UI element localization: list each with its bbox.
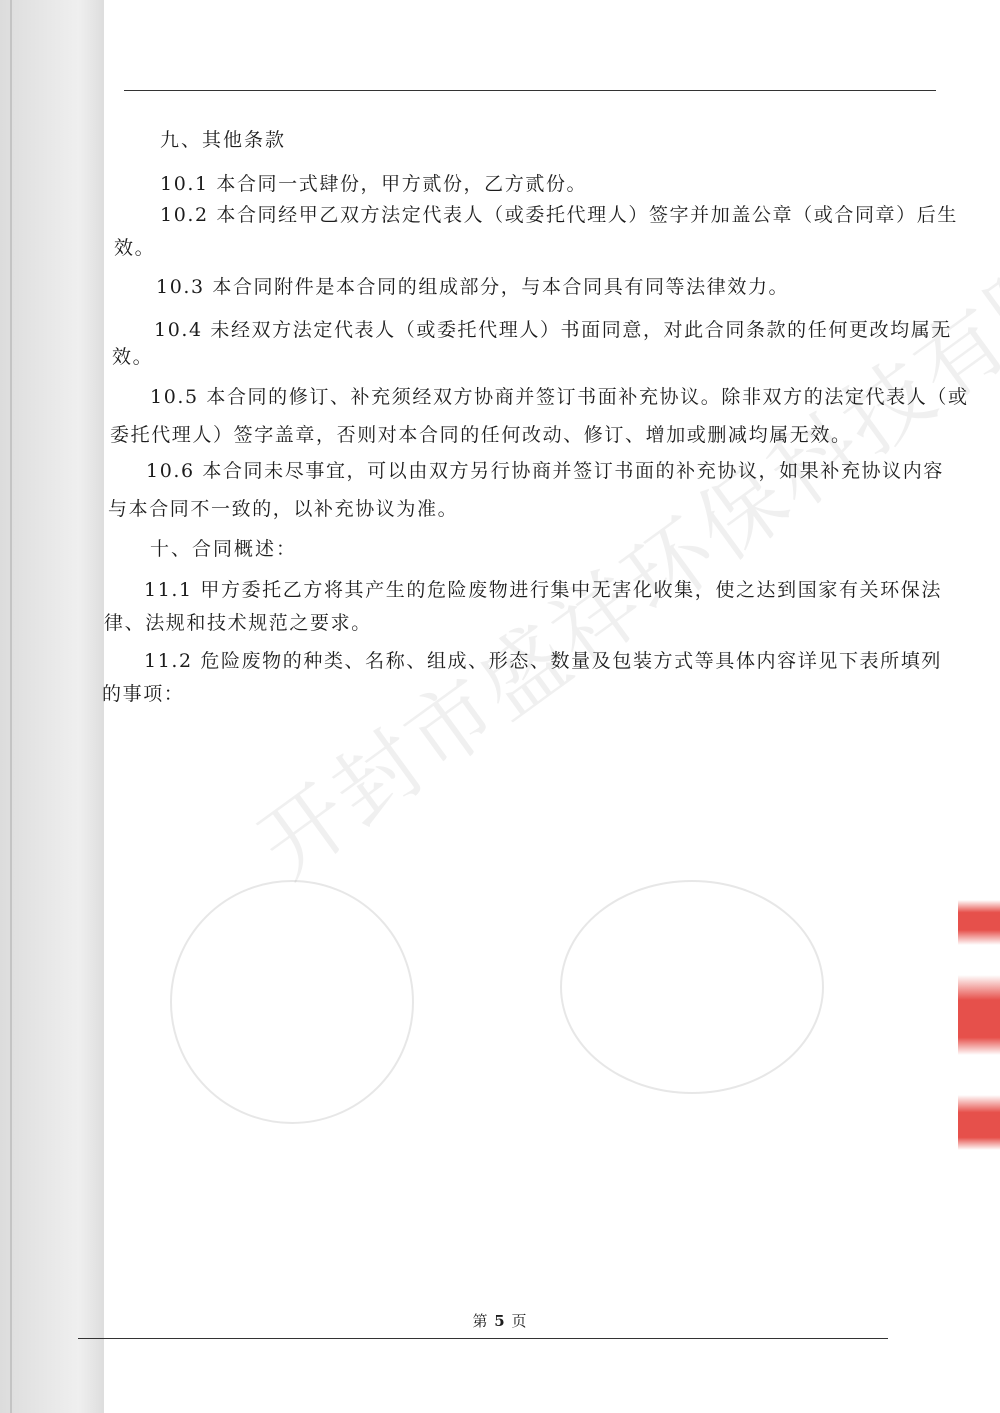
clause-10-5-line2: 委托代理人）签字盖章，否则对本合同的任何改动、修订、增加或删减均属无效。 <box>110 424 852 446</box>
clause-10-2-line1: 10.2 本合同经甲乙双方法定代表人（或委托代理人）签字并加盖公章（或合同章）后生 <box>160 204 958 226</box>
footer-rule <box>78 1338 888 1339</box>
page-prefix: 第 <box>472 1312 489 1330</box>
clause-11-1-line2: 律、法规和技术规范之要求。 <box>104 612 372 634</box>
clause-10-6-line1: 10.6 本合同未尽事宜，可以由双方另行协商并签订书面的补充协议，如果补充协议内容 <box>146 460 944 482</box>
clause-11-1-line1: 11.1 甲方委托乙方将其产生的危险废物进行集中无害化收集，使之达到国家有关环保法 <box>144 579 942 601</box>
clause-10-3: 10.3 本合同附件是本合同的组成部分，与本合同具有同等法律效力。 <box>156 276 790 298</box>
clause-11-2-line1: 11.2 危险废物的种类、名称、组成、形态、数量及包装方式等具体内容详见下表所填列 <box>144 650 942 672</box>
clause-10-1: 10.1 本合同一式肆份，甲方贰份，乙方贰份。 <box>160 173 588 195</box>
clause-10-6-line2: 与本合同不一致的，以补充协议为准。 <box>108 498 459 520</box>
clause-10-2-line2: 效。 <box>114 237 156 259</box>
page-footer <box>0 1310 1000 1331</box>
section-9-title: 九、其他条款 <box>160 129 287 151</box>
clause-10-4-line2: 效。 <box>112 346 154 368</box>
page-suffix: 页 <box>511 1312 528 1330</box>
page-number: 5 <box>494 1312 506 1330</box>
clause-11-2-line2: 的事项： <box>102 683 185 705</box>
clause-10-4-line1: 10.4 未经双方法定代表人（或委托代理人）书面同意，对此合同条款的任何更改均属无 <box>154 319 952 341</box>
clause-10-5-line1: 10.5 本合同的修订、补充须经双方协商并签订书面补充协议。除非双方的法定代表人（或 <box>150 386 969 408</box>
section-10-title: 十、合同概述： <box>150 538 298 560</box>
